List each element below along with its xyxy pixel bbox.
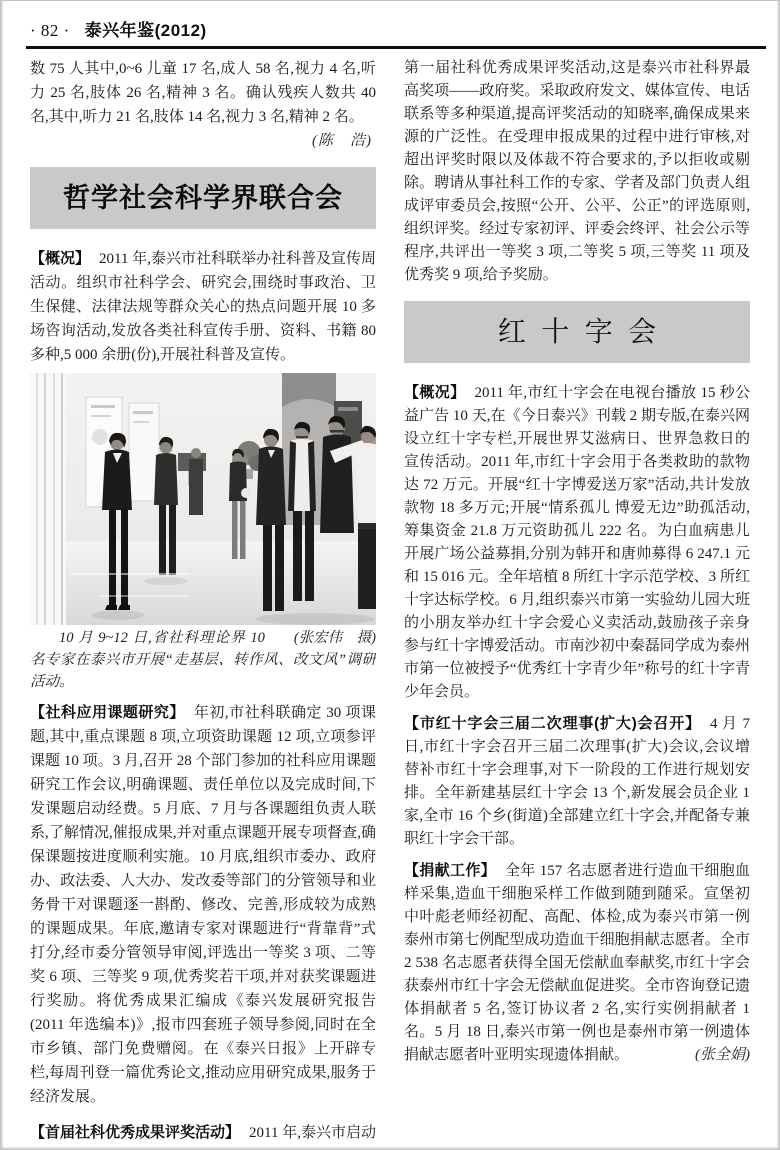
paragraph-text: 2011 年,泰兴市社科联举办社科普及宣传周活动。组织市社科学会、研究会,围绕时事政治、卫生保健、法律法规等群众关心的热点问题开展 10 多场咨询活动,发放各类社科宣传手册、资料、书籍 80 多种,5 000 余册(份),开展社科普及宣传。 — [30, 251, 376, 363]
paragraph-donation — [404, 859, 750, 1067]
running-header — [30, 16, 750, 41]
paragraph-award-activity — [30, 1121, 376, 1143]
paragraph-award-continuation — [404, 57, 750, 287]
photo-caption — [30, 627, 376, 693]
entry-label: 【概况】 — [30, 250, 91, 267]
section-title: 红十字会 — [497, 316, 672, 348]
news-photo-illustration — [30, 373, 376, 625]
section-box-social-science-federation — [30, 167, 376, 229]
paragraph-text: 数 75 人其中,0~6 儿童 17 名,成人 58 名,视力 4 名,听力 25 名,肢体 26 名,精神 3 名。确认残疾人数共 40 名,其中,听力 21 名,肢体 14 名,视力 3 名,精神 2 名。 — [30, 61, 376, 125]
section-box-red-cross — [404, 301, 750, 363]
paragraph-meeting — [404, 712, 750, 851]
floor-reflection — [70, 573, 190, 575]
byline-chen-hao: (陈 浩) — [312, 133, 372, 149]
paragraph-text: 4 月 7 日,市红十字会召开三届二次理事(扩大)会议,会议增替补市红十字会理事,对下一阶段的工作进行规划安排。全年新建基层红十字会 13 个,新发展会员企业 1 家,全市 16 个乡(街道)全部建立红十字会,并配备专兼职红十字会干部。 — [404, 716, 750, 847]
paragraph-text: 全年 157 名志愿者进行造血干细胞血样采集,造血干细胞采样工作做到随到随采。宣堡初中叶彪老师经初配、高配、体检,成为泰兴市第一例泰州市第七例配型成功造血干细胞捐献志愿者。全市 2 538 名志愿者获得全国无偿献血奉献奖,市红十字会获泰州市红十字会无偿献血促进奖。全市咨询登记遗体捐献者 5 名,签订协议者 2 名,实行实例捐献者 1 名。5 月 18 日,泰兴市第一例也是泰州市第一例遗体捐献志愿者叶亚明实现遗体捐献。 — [404, 863, 750, 1063]
paragraph-overview — [30, 247, 376, 367]
paragraph-text: 2011 年,泰兴市启动 — [249, 1125, 376, 1141]
news-photo — [30, 373, 376, 625]
book-title: 泰兴年鉴(2012) — [84, 21, 207, 40]
glass-wall — [30, 373, 66, 625]
header-rule — [26, 46, 766, 49]
left-column — [30, 57, 376, 1143]
photo-floor — [30, 541, 376, 625]
right-column — [404, 57, 750, 1143]
section-title: 哲学社会科学界联合会 — [63, 183, 343, 213]
byline-zhang-quanjuan: (张全娟) — [695, 1047, 750, 1063]
caption-text: 10 月 9~12 日,省社科理论界 10 名专家在泰兴市开展“走基层、转作风、改文风”调研活动。 — [30, 630, 376, 690]
page-number: · 82 · — [30, 21, 70, 40]
paragraph-text: 第一届社科优秀成果评奖活动,这是泰兴市社科界最高奖项——政府奖。采取政府发文、媒体宣传、电话联系等多种渠道,提高评奖活动的知晓率,确保成果来源的广泛性。在受理申报成果的过程中进行审核,对超出评奖时限以及体裁不符合要求的,予以拒收或剔除。聘请从事社科工作的专家、学者及部门负责人组成评审委员会,按照“公开、公平、公正”的评选原则,组织评奖。经过专家初评、评委会终评、社会公示等程序,共评出一等奖 3 项,二等奖 5 项,三等奖 11 项及优秀奖 9 项,给予奖励。 — [404, 60, 750, 283]
entry-label: 【首届社科优秀成果评奖活动】 — [30, 1124, 241, 1141]
entry-label: 【市红十字会三届二次理事(扩大)会召开】 — [404, 715, 701, 732]
entry-label: 【概况】 — [404, 384, 466, 401]
entry-label: 【捐献工作】 — [404, 862, 496, 879]
paragraph-overview — [404, 381, 750, 704]
paragraph-disabled-statistics — [30, 57, 376, 129]
paragraph-research — [30, 701, 376, 1109]
paragraph-text: 年初,市社科联确定 30 项课题,其中,重点课题 8 项,立项资助课题 12 项,立项参评课题 10 项。3 月,召开 28 个部门参加的社科应用课题研究工作会议,明确课题、责任单位以及完成时间,下发课题启动经费。5 月底、7 月与各课题组负责人联系,了解情况,催报成果,并对重点课题开展专项督查,确保课题按进度顺利实施。10 月底,组织市委办、政府办、政法委、人大办、发改委等部门的分管领导和业务骨干对课题逐一斟酌、修改、完善,形成较为成熟的课题成果。年底,邀请专家对课题进行“背靠背”式打分,经市委分管领导审阅,评选出一等奖 3 项、二等奖 6 项、三等奖 9 项,优秀奖若干项,并对获奖课题进行奖励。将优秀成果汇编成《泰兴发展研究报告(2011 年选编本)》,报市四套班子领导参阅,同时在全市乡镇、部门免费赠阅。在《泰兴日报》上开辟专栏,每周刊登一篇优秀论文,推动应用研究成果,服务于经济发展。 — [30, 705, 376, 1105]
entry-label: 【社科应用课题研究】 — [30, 704, 185, 721]
photo-credit: (张宏伟 摄) — [293, 630, 376, 646]
paragraph-text: 2011 年,市红十字会在电视台播放 15 秒公益广告 10 天,在《今日泰兴》刊载 2 期专版,在泰兴网设立红十字专栏,开展世界艾滋病日、世界急救日的宣传活动。2011 年,市红十字会用于各类救助的款物达 72 万元。开展“红十字博爱送万家”活动,共计发放款物 18 多万元;开展“情系孤儿 博爱无边”助孤活动,筹集资金 21.8 万元资助孤儿 222 名。为白血病患儿开展广场公益募捐,分别为韩开和唐帅募得 6 247.1 元和 15 016 元。全年培植 8 所红十字示范学校、3 所红十字达标学校。6 月,组织泰兴市第一实验幼儿园大班的小朋友举办红十字会爱心义卖活动,鼓励孩子亲身参与红十字博爱活动。市南沙初中秦磊同学成为泰州市第一位被授予“优秀红十字青少年”称号的红十字青少年会员。 — [404, 385, 750, 700]
